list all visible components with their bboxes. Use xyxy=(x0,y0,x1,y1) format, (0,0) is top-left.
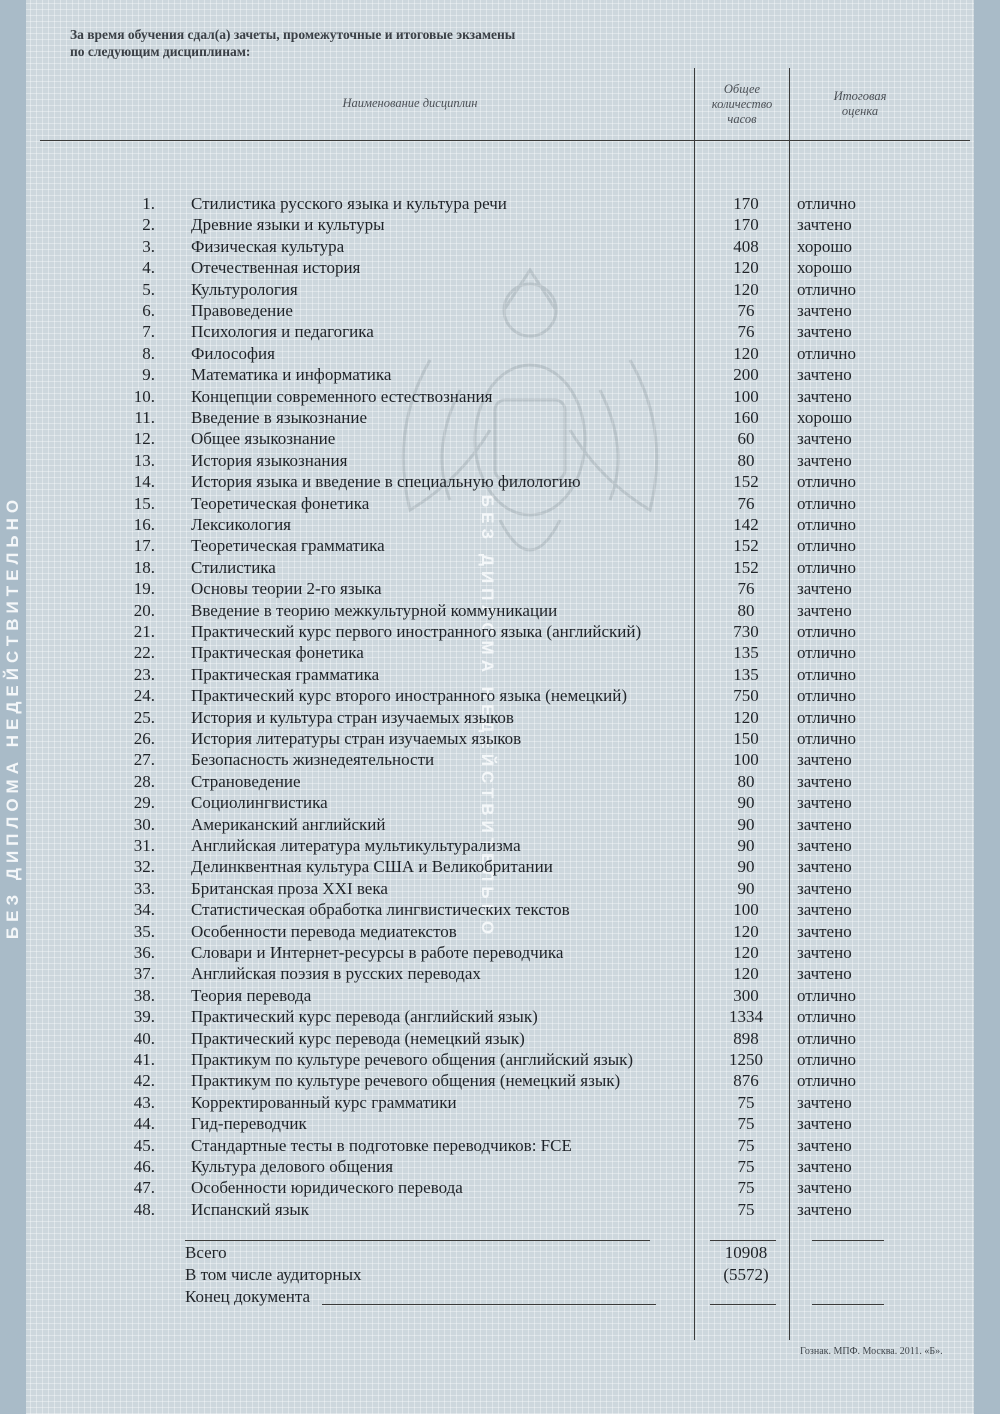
table-row xyxy=(0,535,1000,556)
discipline-grade: зачтено xyxy=(797,429,852,449)
discipline-grade: зачтено xyxy=(797,921,852,941)
row-number: 7. xyxy=(142,322,155,342)
discipline-name: Стилистика xyxy=(191,557,276,577)
intro-line-1: За время обучения сдал(а) зачеты, промежуточные и итоговые экзамены xyxy=(70,27,516,42)
discipline-name: Гид-переводчик xyxy=(191,1114,307,1134)
discipline-hours: 100 xyxy=(733,386,759,406)
row-number: 32. xyxy=(133,857,155,877)
discipline-grade: отлично xyxy=(797,493,857,513)
table-row xyxy=(0,856,1000,877)
table-row xyxy=(0,1092,1000,1113)
row-number: 37. xyxy=(133,964,155,984)
row-number: 11. xyxy=(134,408,155,427)
header-discipline-name: Наименование дисциплин xyxy=(342,96,478,110)
discipline-name: Практический курс первого иностранного языка (английский) xyxy=(191,622,642,641)
row-number: 3. xyxy=(142,236,155,256)
table-row xyxy=(0,407,1000,428)
row-number: 25. xyxy=(133,707,155,727)
discipline-hours: 135 xyxy=(733,643,759,663)
printer-imprint: Гознак. МПФ. Москва. 2011. «Б». xyxy=(800,1346,943,1357)
table-row xyxy=(0,963,1000,984)
discipline-grade: отлично xyxy=(797,985,857,1005)
row-number: 34. xyxy=(133,900,155,920)
discipline-hours: 120 xyxy=(733,707,759,727)
row-number: 16. xyxy=(133,515,155,534)
table-row xyxy=(0,1006,1000,1027)
row-number: 5. xyxy=(142,279,155,299)
totals-rule-hours xyxy=(710,1240,776,1241)
table-row xyxy=(0,557,1000,578)
table-row xyxy=(0,257,1000,278)
discipline-grade: зачтено xyxy=(797,771,852,791)
discipline-hours: 408 xyxy=(733,236,759,256)
table-row xyxy=(0,428,1000,449)
totals-row-auditory xyxy=(0,1264,1000,1285)
discipline-hours: 100 xyxy=(733,750,759,770)
intro-line-2: по следующим дисциплинам: xyxy=(70,44,251,59)
row-number: 21. xyxy=(133,622,155,641)
discipline-name: Культура делового общения xyxy=(191,1157,394,1176)
discipline-grade: отлично xyxy=(797,664,857,684)
table-row xyxy=(0,664,1000,685)
discipline-grade: зачтено xyxy=(797,1092,852,1112)
discipline-hours: 75 xyxy=(737,1135,755,1155)
table-row xyxy=(0,321,1000,342)
row-number: 23. xyxy=(133,664,155,684)
table-row xyxy=(0,236,1000,257)
discipline-grade: отлично xyxy=(797,343,857,363)
table-row xyxy=(0,621,1000,642)
discipline-name: Особенности перевода медиатекстов xyxy=(191,921,457,941)
auditory-hours: (5572) xyxy=(723,1265,769,1284)
header-grade-line-2: оценка xyxy=(841,104,879,118)
discipline-hours: 76 xyxy=(737,579,755,599)
discipline-grade: зачтено xyxy=(797,301,852,320)
side-warning-left: БЕЗ ДИПЛОМА НЕДЕЙСТВИТЕЛЬНО xyxy=(3,494,22,940)
discipline-hours: 135 xyxy=(733,664,759,684)
row-number: 1. xyxy=(142,194,155,213)
intro-text xyxy=(70,26,710,60)
row-number: 45. xyxy=(133,1135,155,1155)
row-number: 48. xyxy=(133,1199,155,1219)
discipline-name: Основы теории 2-го языка xyxy=(191,579,382,599)
end-rule-hours xyxy=(710,1304,776,1305)
discipline-name: Практический курс перевода (английский язык) xyxy=(191,1007,538,1027)
table-row xyxy=(0,578,1000,599)
row-number: 27. xyxy=(133,750,155,770)
discipline-name: Введение в теорию межкультурной коммуникации xyxy=(191,600,558,620)
table-row xyxy=(0,1049,1000,1070)
discipline-grade: зачтено xyxy=(797,1178,852,1198)
table-row xyxy=(0,1113,1000,1134)
discipline-grade: зачтено xyxy=(797,814,852,834)
discipline-hours: 76 xyxy=(737,301,755,320)
discipline-hours: 750 xyxy=(733,686,759,706)
discipline-name: Делинквентная культура США и Великобритании xyxy=(191,857,553,877)
table-row xyxy=(0,1028,1000,1049)
discipline-hours: 90 xyxy=(737,857,755,877)
discipline-hours: 80 xyxy=(737,450,755,470)
row-number: 8. xyxy=(142,343,155,363)
discipline-hours: 152 xyxy=(733,557,759,577)
discipline-hours: 160 xyxy=(733,408,759,427)
discipline-grade: отлично xyxy=(797,1071,857,1091)
header-grade-line-1: Итоговая xyxy=(833,89,887,103)
discipline-grade: зачтено xyxy=(797,1135,852,1155)
discipline-name: Физическая культура xyxy=(191,236,345,256)
discipline-name: Математика и информатика xyxy=(191,365,392,385)
row-number: 17. xyxy=(133,536,155,556)
discipline-grade: зачтено xyxy=(797,964,852,984)
discipline-hours: 730 xyxy=(733,622,759,641)
table-row xyxy=(0,279,1000,300)
discipline-hours: 60 xyxy=(737,429,755,449)
row-number: 30. xyxy=(133,814,155,834)
discipline-name: Безопасность жизнедеятельности xyxy=(191,750,435,770)
discipline-hours: 120 xyxy=(733,258,759,278)
header-grade xyxy=(800,89,920,119)
total-label: Всего xyxy=(185,1243,227,1262)
discipline-name: Психология и педагогика xyxy=(191,322,374,342)
discipline-grade: отлично xyxy=(797,472,857,492)
row-number: 9. xyxy=(142,365,155,385)
row-number: 39. xyxy=(133,1007,155,1027)
discipline-name: История литературы стран изучаемых языков xyxy=(191,729,522,748)
discipline-grade: отлично xyxy=(797,1007,857,1027)
row-number: 6. xyxy=(142,301,155,320)
discipline-name: Английская поэзия в русских переводах xyxy=(191,964,481,984)
table-row xyxy=(0,728,1000,749)
row-number: 31. xyxy=(133,836,155,855)
table-row xyxy=(0,1135,1000,1156)
discipline-grade: зачтено xyxy=(797,750,852,770)
row-number: 19. xyxy=(133,579,155,599)
discipline-hours: 120 xyxy=(733,343,759,363)
row-number: 46. xyxy=(133,1157,155,1176)
row-number: 35. xyxy=(133,921,155,941)
discipline-hours: 170 xyxy=(733,215,759,235)
discipline-hours: 200 xyxy=(733,365,759,385)
discipline-name: Практическая фонетика xyxy=(191,643,364,663)
discipline-hours: 100 xyxy=(733,900,759,920)
end-rule-grade xyxy=(812,1304,884,1305)
table-row xyxy=(0,471,1000,492)
discipline-grade: отлично xyxy=(797,643,857,663)
discipline-grade: отлично xyxy=(797,515,857,534)
discipline-name: Философия xyxy=(191,343,275,363)
table-row xyxy=(0,685,1000,706)
discipline-name: Практический курс второго иностранного языка (немецкий) xyxy=(191,686,627,706)
discipline-grade: зачтено xyxy=(797,365,852,385)
header-divider xyxy=(40,140,970,141)
table-row xyxy=(0,343,1000,364)
row-number: 42. xyxy=(133,1071,155,1091)
table-row xyxy=(0,835,1000,856)
discipline-name: Особенности юридического перевода xyxy=(191,1178,463,1198)
table-row xyxy=(0,985,1000,1006)
discipline-name: Испанский язык xyxy=(191,1199,310,1219)
table-row xyxy=(0,1177,1000,1198)
discipline-name: Теоретическая фонетика xyxy=(191,493,370,513)
side-warning-right: БЕЗ ДИПЛОМА НЕДЕЙСТВИТЕЛЬНО xyxy=(478,494,497,940)
table-row xyxy=(0,364,1000,385)
end-rule-name xyxy=(322,1304,656,1305)
table-row xyxy=(0,1070,1000,1091)
discipline-grade: зачтено xyxy=(797,450,852,470)
discipline-name: Стилистика русского языка и культура речи xyxy=(191,194,507,213)
discipline-grade: отлично xyxy=(797,557,857,577)
totals-row-all xyxy=(0,1242,1000,1263)
discipline-grade: зачтено xyxy=(797,1114,852,1134)
row-number: 36. xyxy=(133,943,155,962)
table-row xyxy=(0,1199,1000,1220)
discipline-hours: 898 xyxy=(733,1028,759,1048)
discipline-grade: зачтено xyxy=(797,600,852,620)
header-hours-line-2: количество xyxy=(711,97,773,111)
discipline-name: Введение в языкознание xyxy=(191,408,368,427)
table-row xyxy=(0,450,1000,471)
discipline-hours: 76 xyxy=(737,493,755,513)
table-row xyxy=(0,792,1000,813)
table-row xyxy=(0,771,1000,792)
discipline-grade: зачтено xyxy=(797,215,852,235)
discipline-hours: 76 xyxy=(737,322,755,342)
row-number: 44. xyxy=(133,1114,155,1134)
discipline-name: Лексикология xyxy=(191,515,291,534)
row-number: 47. xyxy=(133,1178,155,1198)
discipline-grade: отлично xyxy=(797,536,857,556)
discipline-name: История языка и введение в специальную филологию xyxy=(191,472,581,492)
discipline-name: Практический курс перевода (немецкий язык) xyxy=(191,1028,525,1048)
discipline-hours: 75 xyxy=(737,1178,755,1198)
discipline-name: Концепции современного естествознания xyxy=(191,386,493,406)
discipline-name: Теоретическая грамматика xyxy=(191,536,385,556)
discipline-name: Социолингвистика xyxy=(191,793,328,813)
row-number: 18. xyxy=(133,557,155,577)
discipline-grade: зачтено xyxy=(797,900,852,920)
discipline-name: История языкознания xyxy=(191,450,348,470)
table-row xyxy=(0,214,1000,235)
discipline-grade: отлично xyxy=(797,686,857,706)
discipline-hours: 120 xyxy=(733,921,759,941)
table-row xyxy=(0,193,1000,214)
table-row xyxy=(0,386,1000,407)
discipline-grade: зачтено xyxy=(797,322,852,342)
discipline-hours: 75 xyxy=(737,1157,755,1176)
discipline-hours: 90 xyxy=(737,814,755,834)
discipline-name: История и культура стран изучаемых языков xyxy=(191,707,514,727)
discipline-hours: 150 xyxy=(733,729,759,748)
discipline-hours: 90 xyxy=(737,878,755,898)
row-number: 24. xyxy=(133,686,155,706)
discipline-grade: отлично xyxy=(797,1028,857,1048)
discipline-hours: 1334 xyxy=(729,1007,763,1027)
discipline-hours: 120 xyxy=(733,943,759,962)
discipline-grade: зачтено xyxy=(797,1199,852,1219)
discipline-hours: 75 xyxy=(737,1199,755,1219)
discipline-grade: отлично xyxy=(797,707,857,727)
discipline-grade: хорошо xyxy=(797,258,852,278)
discipline-hours: 152 xyxy=(733,472,759,492)
table-row xyxy=(0,514,1000,535)
totals-rule-grade xyxy=(812,1240,884,1241)
discipline-grade: отлично xyxy=(797,194,857,213)
row-number: 10. xyxy=(133,386,155,406)
table-row xyxy=(0,493,1000,514)
table-row xyxy=(0,814,1000,835)
discipline-hours: 75 xyxy=(737,1114,755,1134)
discipline-name: Практикум по культуре речевого общения (английский язык) xyxy=(191,1050,634,1069)
discipline-hours: 142 xyxy=(733,515,759,534)
row-number: 12. xyxy=(133,429,155,449)
auditory-label: В том числе аудиторных xyxy=(185,1265,362,1284)
discipline-hours: 80 xyxy=(737,600,755,620)
table-row xyxy=(0,1156,1000,1177)
discipline-grade: отлично xyxy=(797,622,857,641)
discipline-name: Британская проза XXI века xyxy=(191,878,388,898)
discipline-hours: 90 xyxy=(737,793,755,813)
row-number: 41. xyxy=(133,1050,155,1069)
discipline-name: Словари и Интернет-ресурсы в работе переводчика xyxy=(191,943,564,962)
discipline-name: Практическая грамматика xyxy=(191,664,380,684)
discipline-name: Корректированный курс грамматики xyxy=(191,1092,457,1112)
discipline-name: Правоведение xyxy=(191,301,293,320)
discipline-grade: отлично xyxy=(797,1050,857,1069)
header-hours-line-3: часов xyxy=(727,112,757,126)
discipline-grade: зачтено xyxy=(797,1157,852,1176)
discipline-hours: 1250 xyxy=(729,1050,763,1069)
totals-rule-name xyxy=(185,1240,650,1241)
table-row xyxy=(0,878,1000,899)
row-number: 20. xyxy=(133,600,155,620)
row-number: 28. xyxy=(133,771,155,791)
discipline-name: Страноведение xyxy=(191,771,301,791)
discipline-grade: хорошо xyxy=(797,236,852,256)
row-number: 4. xyxy=(142,258,155,278)
discipline-hours: 120 xyxy=(733,279,759,299)
discipline-grade: зачтено xyxy=(797,579,852,599)
table-row xyxy=(0,300,1000,321)
header-hours xyxy=(697,82,787,127)
table-row xyxy=(0,642,1000,663)
discipline-hours: 120 xyxy=(733,964,759,984)
discipline-hours: 152 xyxy=(733,536,759,556)
row-number: 2. xyxy=(142,215,155,235)
discipline-grade: хорошо xyxy=(797,408,852,427)
discipline-grade: зачтено xyxy=(797,793,852,813)
discipline-hours: 876 xyxy=(733,1071,759,1091)
row-number: 33. xyxy=(133,878,155,898)
discipline-grade: зачтено xyxy=(797,857,852,877)
discipline-grade: отлично xyxy=(797,729,857,748)
discipline-name: Стандартные тесты в подготовке переводчиков: FCE xyxy=(191,1135,572,1155)
table-row xyxy=(0,942,1000,963)
table-row xyxy=(0,707,1000,728)
discipline-name: Отечественная история xyxy=(191,258,361,278)
row-number: 13. xyxy=(133,450,155,470)
row-number: 40. xyxy=(133,1028,155,1048)
discipline-grade: зачтено xyxy=(797,878,852,898)
end-of-document-label: Конец документа xyxy=(185,1287,311,1306)
discipline-hours: 300 xyxy=(733,985,759,1005)
table-row xyxy=(0,749,1000,770)
discipline-name: Американский английский xyxy=(191,814,386,834)
total-hours: 10908 xyxy=(724,1243,768,1262)
discipline-hours: 80 xyxy=(737,771,755,791)
discipline-grade: отлично xyxy=(797,279,857,299)
discipline-hours: 75 xyxy=(737,1092,755,1112)
row-number: 15. xyxy=(133,493,155,513)
row-number: 43. xyxy=(133,1092,155,1112)
row-number: 26. xyxy=(133,729,155,748)
table-row xyxy=(0,899,1000,920)
discipline-name: Английская литература мультикультурализма xyxy=(191,836,521,855)
discipline-hours: 90 xyxy=(737,836,755,855)
discipline-name: Древние языки и культуры xyxy=(191,215,385,235)
discipline-grade: зачтено xyxy=(797,943,852,962)
table-row xyxy=(0,600,1000,621)
discipline-hours: 170 xyxy=(733,194,759,213)
row-number: 38. xyxy=(133,985,155,1005)
discipline-name: Практикум по культуре речевого общения (немецкий язык) xyxy=(191,1071,621,1091)
discipline-name: Теория перевода xyxy=(191,985,312,1005)
header-hours-line-1: Общее xyxy=(723,82,761,96)
row-number: 14. xyxy=(133,472,155,492)
discipline-name: Статистическая обработка лингвистических текстов xyxy=(191,900,570,920)
discipline-name: Культурология xyxy=(191,279,298,299)
row-number: 22. xyxy=(133,643,155,663)
table-row xyxy=(0,921,1000,942)
discipline-grade: зачтено xyxy=(797,836,852,855)
discipline-grade: зачтено xyxy=(797,386,852,406)
discipline-name: Общее языкознание xyxy=(191,429,336,449)
row-number: 29. xyxy=(133,793,155,813)
